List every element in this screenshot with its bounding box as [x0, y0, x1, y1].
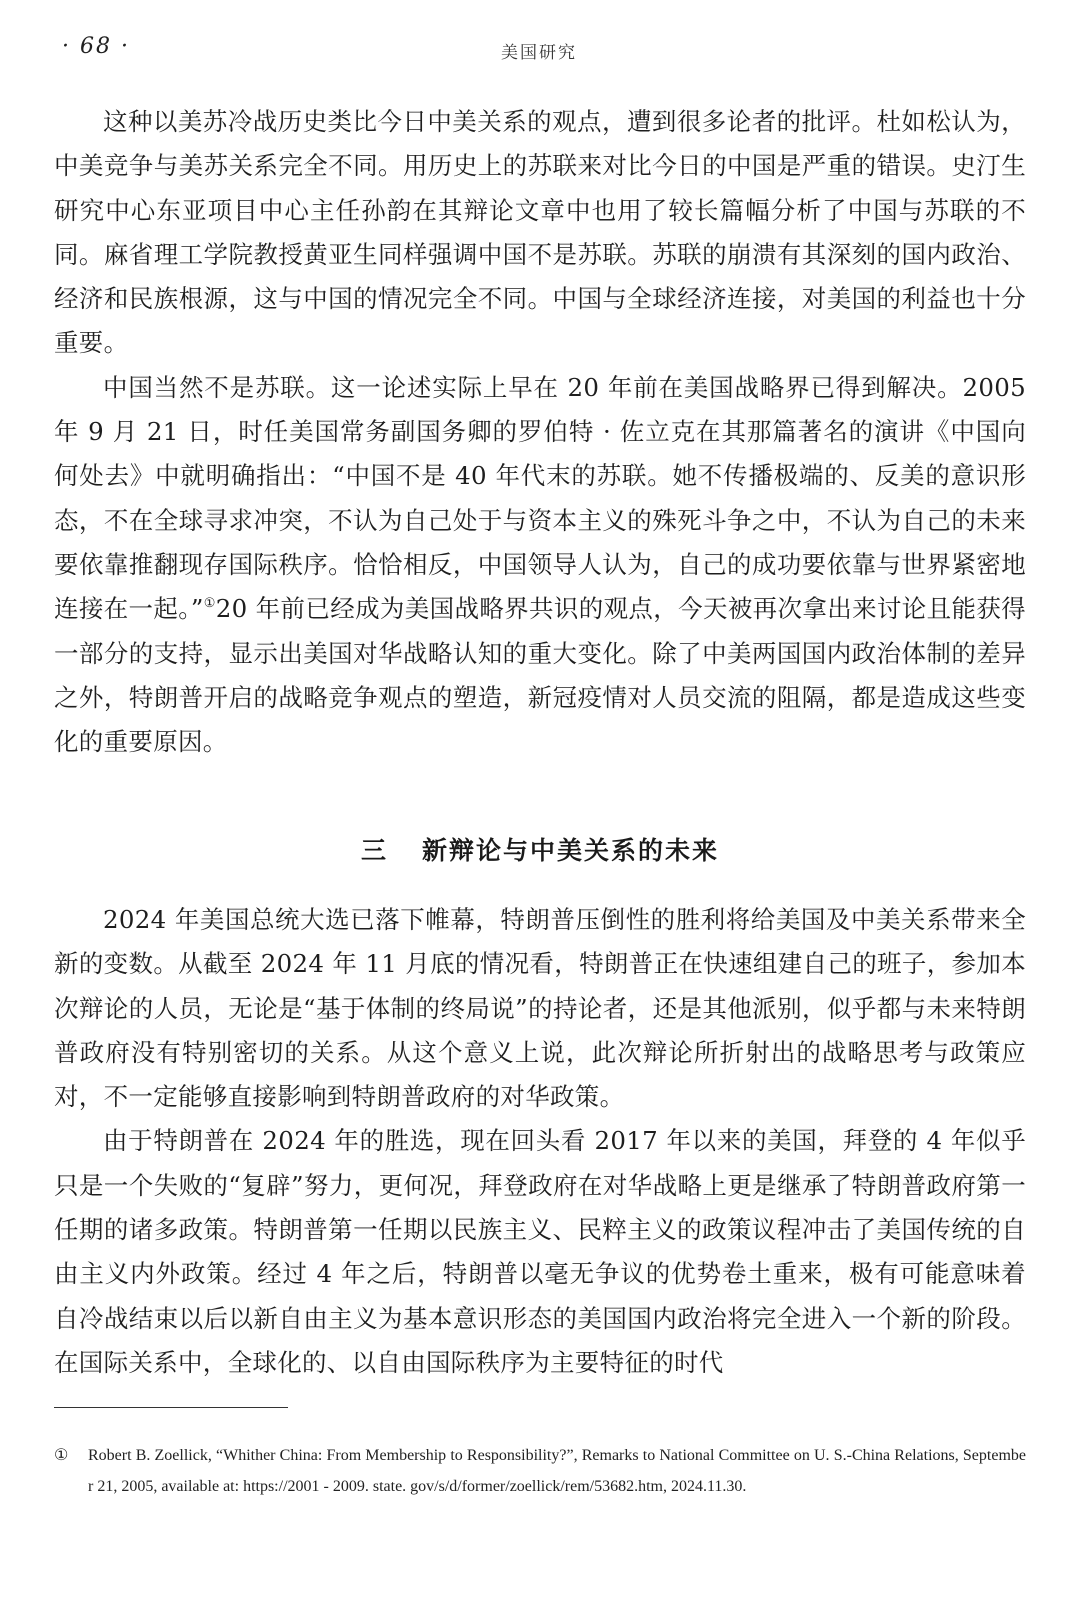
paragraph: 由于特朗普在 2024 年的胜选，现在回头看 2017 年以来的美国，拜登的 4 年似乎只是一个失败的“复辟”努力，更何况，拜登政府在对华战略上更是继承了特朗普政府第一任期的诸多政策。特朗普第一任期以民族主义、民粹主义的政策议程冲击了美国传统的自由主义内外政策。经过 4 年之后，特朗普以毫无争议的优势卷土重来，极有可能意味着自冷战结束以后以新自由主义为基本意识形态的美国国内政治将完全进入一个新的阶段。在国际关系中，全球化的、以自由国际秩序为主要特征的时代 — [54, 1126, 1026, 1377]
page-number: · 68 · — [62, 34, 130, 59]
running-title: 美国研究 — [501, 43, 577, 63]
footnote-mark: ① — [54, 1447, 69, 1464]
section-heading — [0, 831, 1080, 867]
footnote — [54, 1440, 1026, 1502]
page-header — [54, 34, 1024, 70]
paragraph: 这种以美苏冷战历史类比今日中美关系的观点，遭到很多论者的批评。杜如松认为，中美竞争与美苏关系完全不同。用历史上的苏联来对比今日的中国是严重的错误。史汀生研究中心东亚项目中心主任孙韵在其辩论文章中也用了较长篇幅分析了中国与苏联的不同。麻省理工学院教授黄亚生同样强调中国不是苏联。苏联的崩溃有其深刻的国内政治、经济和民族根源，这与中国的情况完全不同。中国与全球经济连接，对美国的利益也十分重要。 — [54, 107, 1026, 358]
paragraph-text: 20 年前已经成为美国战略界共识的观点，今天被再次拿出来讨论且能获得一部分的支持，显示出美国对华战略认知的重大变化。除了中美两国国内政治体制的差异之外，特朗普开启的战略竞争观点的塑造，新冠疫情对人员交流的阻隔，都是造成这些变化的重要原因。 — [54, 594, 1026, 757]
paragraph-with-footnote-ref — [54, 366, 1026, 765]
body-text-lower — [54, 898, 1026, 1385]
body-text-upper — [54, 100, 1026, 764]
footnote-reference[interactable]: ① — [203, 596, 216, 612]
footnote-divider — [54, 1407, 288, 1408]
paragraph: 2024 年美国总统大选已落下帷幕，特朗普压倒性的胜利将给美国及中美关系带来全新的变数。从截至 2024 年 11 月底的情况看，特朗普正在快速组建自己的班子，参加本次辩论的人员，无论是“基于体制的终局说”的持论者，还是其他派别，似乎都与未来特朗普政府没有特别密切的关系。从这个意义上说，此次辩论所折射出的战略思考与政策应对，不一定能够直接影响到特朗普政府的对华政策。 — [54, 905, 1026, 1112]
footnote-text: Robert B. Zoellick, “Whither China: From Membership to Responsibility?”, Remarks to National Committee on U. S.-China Relations, September 21, 2005, available at: https://2001 - 2009. state. gov/s/d/former/zoellick/rem/53682.htm, 2024.11.30. — [88, 1447, 1026, 1495]
section-number: 三 — [360, 835, 388, 865]
paragraph-text: 中国当然不是苏联。这一论述实际上早在 20 年前在美国战略界已得到解决。2005 年 9 月 21 日，时任美国常务副国务卿的罗伯特 · 佐立克在其那篇著名的演讲《中国向何处去》中就明确指出：“中国不是 40 年代末的苏联。她不传播极端的、反美的意识形态，不在全球寻求冲突，不认为自己处于与资本主义的殊死斗争之中，不认为自己的未来要依靠推翻现存国际秩序。恰恰相反，中国领导人认为，自己的成功要依靠与世界紧密地连接在一起。” — [54, 372, 1026, 624]
section-title: 新辩论与中美关系的未来 — [422, 835, 720, 865]
